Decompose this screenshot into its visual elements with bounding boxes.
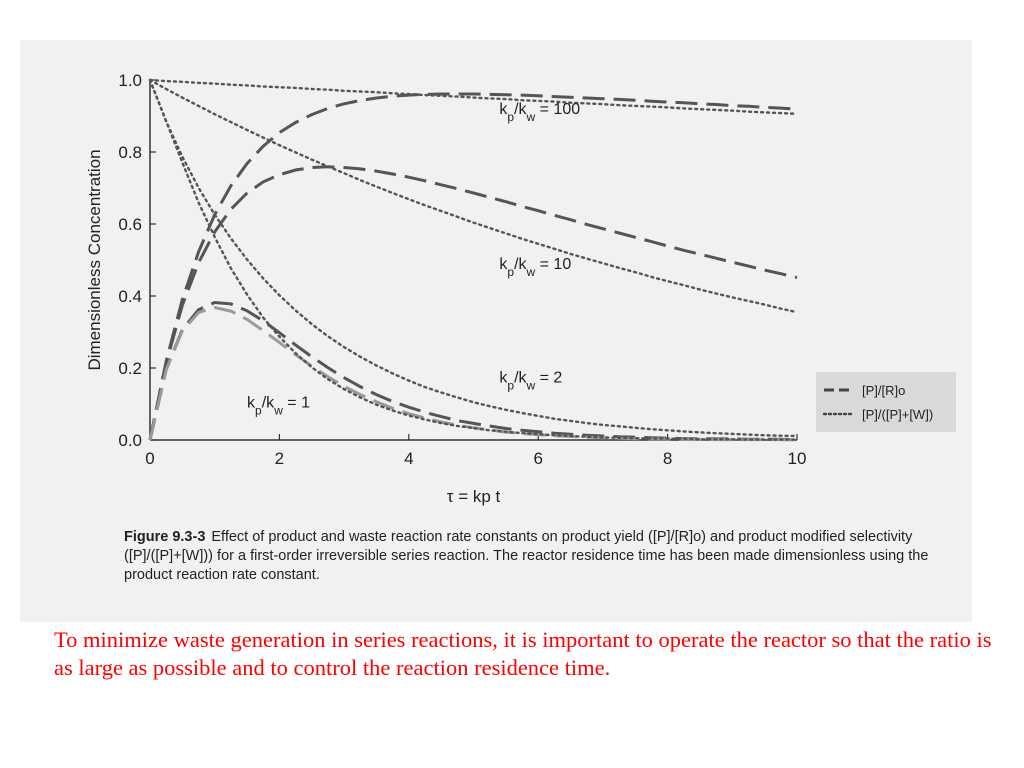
curve-label: $k_p/k_w = 1$	[247, 394, 311, 418]
y-tick-label: 1.0	[118, 71, 142, 90]
legend-box	[816, 372, 956, 432]
legend-label: [P]/[R]o	[862, 383, 906, 398]
series-yield-1	[150, 308, 797, 441]
y-tick-label: 0.6	[118, 215, 142, 234]
x-tick-label: 6	[533, 449, 543, 468]
y-tick-label: 0.2	[118, 359, 142, 378]
series-yield-2	[150, 303, 797, 441]
chart-annotations	[247, 101, 580, 417]
x-tick-label: 8	[662, 449, 673, 468]
x-axis-title: τ = kp t	[446, 487, 501, 506]
x-tick-label: 10	[787, 449, 807, 468]
chart-legend	[816, 372, 956, 432]
figure-caption-text: Effect of product and waste reaction rate constants on product yield ([P]/[R]o) and product modified selectivity ([P]/([P]+[W])) for a first-order irreversible series reaction. The reactor residence time has been made dimensionless using the product reaction rate constant.	[124, 529, 929, 583]
figure-label: Figure 9.3-3	[124, 529, 206, 545]
series-yield-100	[150, 94, 797, 440]
curve-label: $k_p/k_w = 2$	[499, 369, 563, 393]
curve-label: $k_p/k_w = 100$	[499, 101, 581, 125]
curve-label: $k_p/k_w = 10$	[499, 256, 572, 279]
chart-series	[150, 80, 797, 440]
series-selectivity-100	[150, 80, 797, 114]
y-axis-title: Dimensionless Concentration	[85, 149, 104, 371]
series-selectivity-2	[150, 80, 797, 436]
x-tick-label: 0	[145, 449, 155, 468]
slide-note: To minimize waste generation in series reactions, it is important to operate the reactor so that the ratio is as large as possible and to control the reaction residence time.	[54, 627, 992, 680]
y-tick-label: 0.0	[118, 431, 142, 450]
x-tick-label: 4	[404, 449, 414, 468]
y-tick-label: 0.4	[118, 287, 142, 306]
figure-caption	[124, 528, 964, 585]
series-selectivity-10	[150, 80, 797, 312]
x-tick-label: 2	[274, 449, 285, 468]
legend-label: [P]/([P]+[W])	[862, 407, 934, 422]
y-tick-label: 0.8	[118, 143, 142, 162]
